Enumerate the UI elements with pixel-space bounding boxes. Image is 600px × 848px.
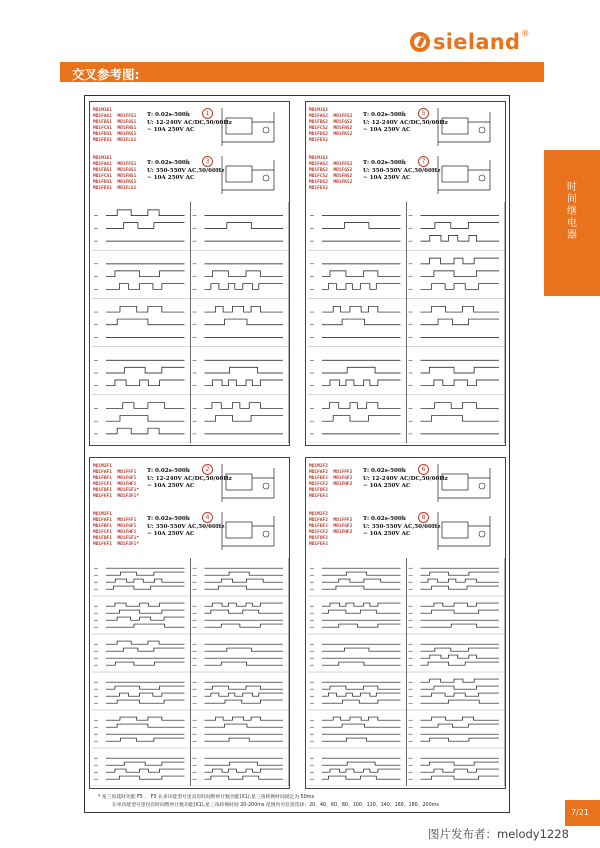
diagram-quadrant xyxy=(305,457,506,789)
wiring-schematic xyxy=(430,510,498,552)
logo-mark-icon xyxy=(410,32,430,52)
brand-name: sieland xyxy=(433,30,521,54)
footnote-line-1: * 星三角延时功能 F5 、 F3 在多功能型号里具有时间暂停计数功能(X1),星三角转换时间固定为 50ms xyxy=(98,795,314,800)
diagram-number-badge: 3 xyxy=(202,156,213,167)
diagram-number-badge: 1 xyxy=(202,108,213,119)
diagram-quadrant xyxy=(89,457,290,789)
wiring-schematic xyxy=(430,154,498,196)
timing-diagrams xyxy=(92,202,289,443)
footnote xyxy=(98,794,498,809)
wiring-schematic xyxy=(214,510,282,552)
diagram-number-badge: 6 xyxy=(418,464,429,475)
wiring-schematic xyxy=(214,154,282,196)
section-title: 交叉参考图: xyxy=(72,67,140,82)
spec-text: T: 0.02s-500h U: 350-550V AC,50/60Hz ~ 10A 250V AC xyxy=(363,516,441,537)
wiring-schematic xyxy=(214,462,282,504)
footnote-line-2: 在单功能型号里仅有时间暂停计数功能(X1),星三角转换时间 20-200ms 范围内可任意选择：20、40、60、80、100、120、140、160、180、200ms xyxy=(112,802,439,808)
diagram-number-badge: 8 xyxy=(418,512,429,523)
spec-text: T: 0.02s-500h U: 350-550V AC,50/60Hz ~ 10A 250V AC xyxy=(147,160,225,181)
diagram-number-badge: 5 xyxy=(418,108,429,119)
publisher-credit: 图片发布者：melody1228 xyxy=(428,827,569,841)
diagram-number-badge: 7 xyxy=(418,156,429,167)
model-list: MD1M1E1 MD1FAS1 MD1FFS1 MD1FBS1 MD1FGS1 MD1FCS1 MD1FHS1 MD1FDS1 MD1FKS1 MD1FES1 MD1FLS1 xyxy=(93,108,137,143)
timing-diagrams xyxy=(308,202,505,443)
model-list: MD1M1S2 MD1FAS2 MD1FFS2 MD1FBS2 MD1FGS2 MD1FCS2 MD1FHS2 MD1FDS2 MD1FKS2 MD1FES2 xyxy=(309,108,353,143)
model-list: MD1M2F1 MD1FAF1 MD1FFF1 MD1FBF1 MD1FGF1 MD1FCF1 MD1FHF1 MD1FDF1 MD1F5F1* MD1FEF1 MD1F3F1* xyxy=(93,512,140,547)
wiring-schematic xyxy=(214,106,282,148)
model-list: MD1M2F2 MD1FAF2 MD1FFF2 MD1FBF2 MD1FGF2 MD1FCF2 MD1FHF2 MD1FDF2 MD1FEF2 xyxy=(309,464,353,499)
page-number-badge xyxy=(565,800,600,826)
wiring-schematic xyxy=(430,462,498,504)
diagram-number-badge: 4 xyxy=(202,512,213,523)
diagram-quadrant xyxy=(305,101,506,446)
side-tab-label: 时间继电器 xyxy=(567,182,577,241)
model-list: MD1M2F1 MD1FAF1 MD1FFF1 MD1FBF1 MD1FGF1 MD1FCF1 MD1FHF1 MD1FDF1 MD1F5F1* MD1FEF1 MD1F3F1* xyxy=(93,464,140,499)
spec-block xyxy=(93,510,288,554)
model-list: MD1M2F2 MD1FAF2 MD1FFF2 MD1FBF2 MD1FGF2 MD1FCF2 MD1FHF2 MD1FDF2 MD1FEF2 xyxy=(309,512,353,547)
diagram-number-badge: 2 xyxy=(202,464,213,475)
sieland-logo xyxy=(410,30,529,54)
page-number: 7/21 xyxy=(571,808,589,817)
timing-diagrams xyxy=(92,558,289,786)
diagram-quadrant xyxy=(89,101,290,446)
registered-mark: ® xyxy=(521,28,530,38)
spec-text: T: 0.02s-500h U: 12-240V AC/DC,50/60Hz ~ 10A 250V AC xyxy=(363,468,448,489)
spec-text: T: 0.02s-500h U: 12-240V AC/DC,50/60Hz ~ 10A 250V AC xyxy=(147,112,232,133)
spec-block xyxy=(93,106,288,150)
spec-block xyxy=(93,154,288,198)
spec-block xyxy=(309,106,504,150)
spec-block xyxy=(93,462,288,506)
model-list: MD1M1S2 MD1FAS2 MD1FFS2 MD1FBS2 MD1FGS2 MD1FCS2 MD1FHS2 MD1FDS2 MD1FKS2 MD1FES2 xyxy=(309,156,353,191)
timing-diagrams xyxy=(308,558,505,786)
spec-text: T: 0.02s-500h U: 12-240V AC/DC,50/60Hz ~ 10A 250V AC xyxy=(363,112,448,133)
spec-block xyxy=(309,154,504,198)
spec-text: T: 0.02s-500h U: 350-550V AC,50/60Hz ~ 10A 250V AC xyxy=(363,160,441,181)
spec-text: T: 0.02s-500h U: 350-550V AC,50/60Hz ~ 10A 250V AC xyxy=(147,516,225,537)
spec-block xyxy=(309,510,504,554)
wiring-schematic xyxy=(430,106,498,148)
spec-block xyxy=(309,462,504,506)
model-list: MD1M1E1 MD1FAS1 MD1FFS1 MD1FBS1 MD1FGS1 MD1FCS1 MD1FHS1 MD1FDS1 MD1FKS1 MD1FES1 MD1FLS1 xyxy=(93,156,137,191)
spec-text: T: 0.02s-500h U: 12-240V AC/DC,50/60Hz ~ 10A 250V AC xyxy=(147,468,232,489)
